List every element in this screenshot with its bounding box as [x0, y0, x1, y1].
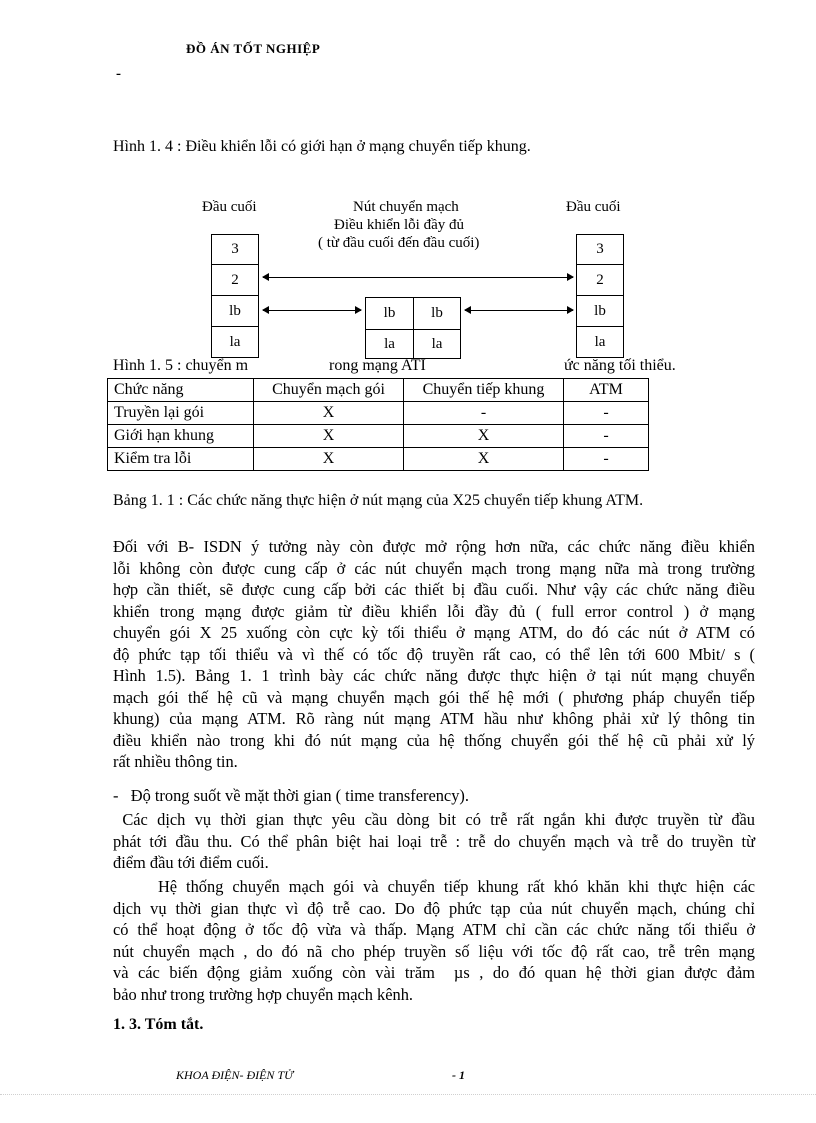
layer-1b-left-arrow	[263, 310, 361, 311]
body-paragraph-1	[113, 536, 755, 773]
document-header: ĐỒ ÁN TỐT NGHIỆP	[186, 41, 321, 56]
left-terminal-label: Đầu cuối	[202, 199, 257, 215]
right-layer-1a: la	[576, 326, 624, 358]
text-line: độ phức tạp tối thiểu và vì thế có tốc độ truyền rất cao, có thể lên tới 600 Mbit/ s (	[113, 644, 755, 664]
table-header: ATM	[564, 379, 649, 402]
node-layer-1a-left: la	[365, 329, 414, 359]
figure-1-5-caption	[113, 357, 713, 379]
body-paragraph-3	[113, 876, 755, 1005]
text-line: lỗi không còn được cung cấp ở các nút chuyển mạch trong mạng nữa mà trong trường	[113, 558, 755, 578]
text-line: Đối với B- ISDN ý tưởng này còn được mở rộng hơn nữa, các chức năng điều khiển	[113, 537, 755, 556]
table-cell: X	[254, 448, 404, 471]
table-cell: Truyền lại gói	[108, 402, 254, 425]
right-layer-1b: lb	[576, 295, 624, 327]
text-line: rất nhiều thông tin.	[113, 752, 238, 771]
node-layer-1b-left: lb	[365, 297, 414, 330]
text-line: Hệ thống chuyển mạch gói và chuyển tiếp khung rất khó khăn khi thực hiện các	[113, 877, 755, 896]
table-cell: Kiểm tra lỗi	[108, 448, 254, 471]
node-sublabel-1: Điều khiển lỗi đầy đủ	[334, 217, 464, 233]
text-line: và các biến động giảm xuống còn vài trăm µs , do đó quan hệ thời gian được đảm	[113, 963, 755, 982]
text-line: bảo như trong trường hợp chuyển mạch kênh.	[113, 984, 414, 1004]
left-layer-1a: la	[211, 326, 259, 358]
table-cell: -	[404, 402, 564, 425]
table-1-1-caption: Bảng 1. 1 : Các chức năng thực hiện ở nút mạng của X25 chuyển tiếp khung ATM.	[113, 492, 644, 509]
table-cell: -	[564, 425, 649, 448]
figure-1-4-caption: Hình 1. 4 : Điều khiển lỗi có giới hạn ở mạng chuyển tiếp khung.	[113, 138, 531, 155]
figure-1-5-caption-part1: Hình 1. 5 : chuyển m	[113, 357, 249, 374]
text-line: mạch gói thế hệ cũ và mạng chuyển mạch gói thế hệ mới ( phương pháp chuyển tiếp	[113, 687, 755, 707]
table-header-row	[108, 379, 649, 402]
text-line: chuyển gói X 25 xuống còn cực kỳ tối thiểu ở mạng ATM, do đó các nút ở ATM có	[113, 623, 755, 642]
left-layer-3: 3	[211, 234, 259, 265]
text-line: điều khiển nào trong khi đó nút mạng của hệ thống chuyển gói thế hệ cũ phải xử lý	[113, 730, 755, 750]
table-cell: -	[564, 402, 649, 425]
table-header: Chức năng	[108, 379, 254, 402]
node-layer-1a-right: la	[413, 329, 461, 359]
footer-faculty: KHOA ĐIỆN- ĐIỆN TỬ	[176, 1068, 294, 1082]
section-heading: 1. 3. Tóm tắt.	[113, 1016, 204, 1033]
table-row	[108, 402, 649, 425]
function-table	[107, 378, 649, 471]
figure-1-5-caption-part3: ức năng tối thiểu.	[564, 357, 676, 374]
text-line: nút chuyển mạch , do đó nã cho phép truyền số liệu với tốc độ rất cao, trễ trên mạng	[113, 941, 755, 961]
text-line: khung) của mạng ATM. Rõ ràng nút mạng ATM hầu như không phải xử lý thông tin	[113, 709, 755, 728]
left-layer-1b: lb	[211, 295, 259, 327]
node-layer-1b-right: lb	[413, 297, 461, 330]
table-header: Chuyển mạch gói	[254, 379, 404, 402]
text-line: dịch vụ thời gian thực vì độ trễ cao. Do độ phức tạp của nút chuyển mạch, chúng chỉ	[113, 898, 755, 918]
bullet-time-transparency: - Độ trong suốt về mặt thời gian ( time transferency).	[113, 786, 469, 805]
table-cell: X	[404, 448, 564, 471]
body-paragraph-2	[113, 809, 755, 874]
node-sublabel-2: ( từ đầu cuối đến đầu cuối)	[318, 235, 480, 251]
table-header: Chuyển tiếp khung	[404, 379, 564, 402]
table-cell: X	[404, 425, 564, 448]
text-line: phát tới đầu thu. Có thể phân biệt hai loại trễ : trễ do chuyển mạch và trễ do truyền từ	[113, 831, 755, 851]
figure-1-5-caption-part2: rong mạng ATI	[329, 357, 426, 374]
table-row	[108, 425, 649, 448]
node-label: Nút chuyển mạch	[353, 199, 459, 215]
table-cell: X	[254, 425, 404, 448]
right-terminal-label: Đầu cuối	[566, 199, 621, 215]
header-dash: -	[116, 66, 121, 82]
layer-1b-right-arrow	[465, 310, 573, 311]
footer-page-number: - 1	[452, 1068, 465, 1082]
right-layer-2: 2	[576, 264, 624, 296]
text-line: điểm đầu tới điểm cuối.	[113, 853, 269, 872]
page-divider	[0, 1094, 816, 1095]
table-cell: -	[564, 448, 649, 471]
text-line: hợp cần thiết, sẽ được cung cấp bởi các thiết bị đầu cuối. Như vậy các chức năng điều	[113, 580, 755, 599]
left-layer-2: 2	[211, 264, 259, 296]
text-line: có thể hoạt động ở tốc độ vừa và thấp. Mạng ATM chỉ cần các chức năng tối thiểu ở	[113, 920, 755, 939]
right-layer-3: 3	[576, 234, 624, 265]
table-cell: Giới hạn khung	[108, 425, 254, 448]
layer-2-arrow	[263, 277, 573, 278]
table-cell: X	[254, 402, 404, 425]
table-row	[108, 448, 649, 471]
text-line: khiển trong mạng được giảm từ điều khiển lỗi đầy đủ ( full error control ) ở mạng	[113, 601, 755, 621]
text-line: Hình 1.5). Bảng 1. 1 trình bày các chức năng được thực hiện ở tại nút mạng chuyển	[113, 666, 755, 685]
text-line: Các dịch vụ thời gian thực yêu cầu dòng bit có trễ rất ngắn khi được truyền từ đầu	[113, 810, 755, 829]
